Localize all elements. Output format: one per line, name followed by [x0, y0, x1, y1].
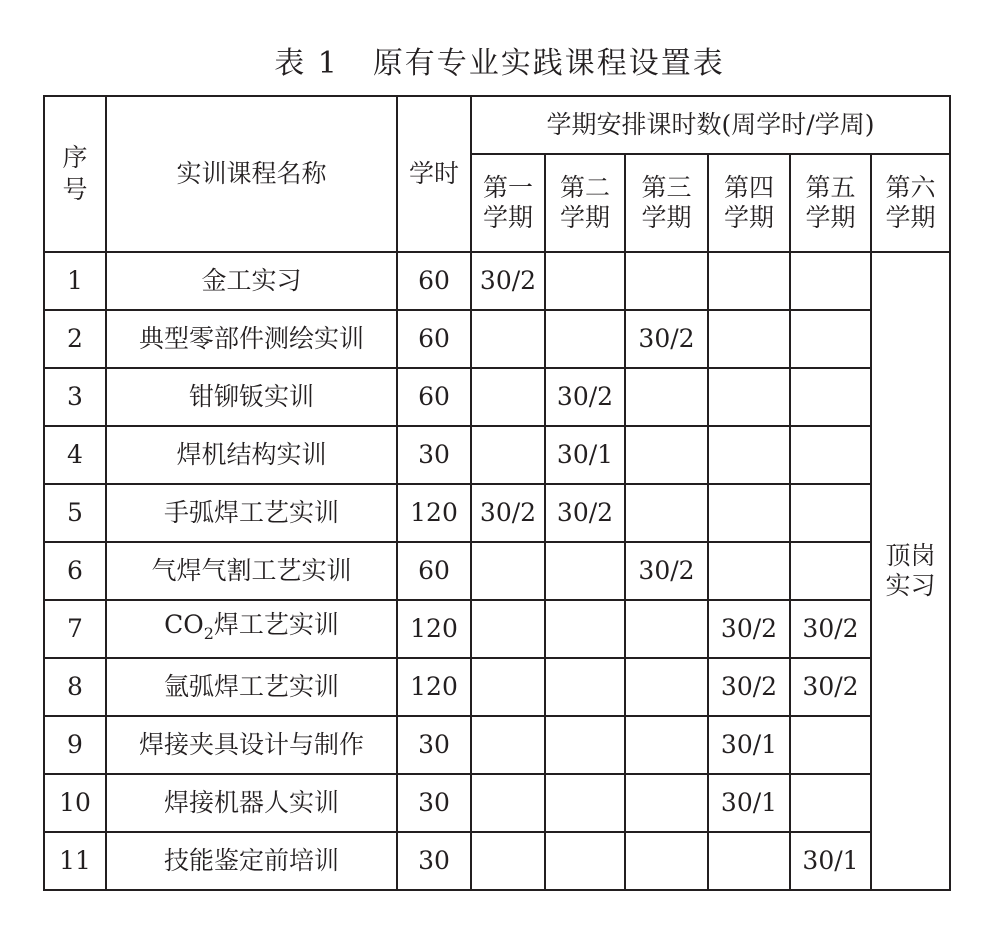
sixth-semester-merged-cell	[871, 252, 950, 890]
row-course-name	[106, 600, 397, 658]
row-semester-4	[708, 542, 790, 600]
row-semester-3	[625, 426, 708, 484]
row-index: 1	[44, 252, 106, 310]
row-semester-4	[708, 368, 790, 426]
table-row	[44, 252, 950, 310]
row-semester-5	[790, 484, 871, 542]
row-semester-1	[471, 426, 545, 484]
row-course-name: 手弧焊工艺实训	[106, 484, 397, 542]
row-semester-2	[545, 774, 625, 832]
row-semester-3	[625, 832, 708, 890]
sixth-semester-line2: 实习	[885, 571, 936, 600]
row-course-name: 焊机结构实训	[106, 426, 397, 484]
table-row	[44, 658, 950, 716]
row-semester-3	[625, 252, 708, 310]
row-semester-2	[545, 716, 625, 774]
header-hours: 学时	[397, 96, 471, 252]
row-semester-4: 30/1	[708, 716, 790, 774]
row-semester-1	[471, 600, 545, 658]
header-semester-2	[545, 154, 625, 252]
row-course-name: 焊接机器人实训	[106, 774, 397, 832]
row-index: 8	[44, 658, 106, 716]
row-course-name: 典型零部件测绘实训	[106, 310, 397, 368]
row-course-name-prefix: CO	[164, 609, 204, 639]
row-index: 2	[44, 310, 106, 368]
row-hours: 60	[397, 542, 471, 600]
row-semester-5: 30/1	[790, 832, 871, 890]
row-semester-5	[790, 542, 871, 600]
row-index: 9	[44, 716, 106, 774]
header-semester-5-line1: 第五	[805, 173, 856, 202]
header-semester-1	[471, 154, 545, 252]
row-semester-1	[471, 310, 545, 368]
header-semester-6-line2: 学期	[885, 203, 936, 232]
row-semester-5: 30/2	[790, 600, 871, 658]
row-semester-2: 30/2	[545, 368, 625, 426]
row-semester-2: 30/2	[545, 484, 625, 542]
table-row	[44, 368, 950, 426]
table-caption	[0, 40, 999, 88]
header-semester-4-line2: 学期	[723, 203, 774, 232]
row-hours: 60	[397, 252, 471, 310]
row-hours: 30	[397, 426, 471, 484]
caption-title: 原有专业实践课程设置表	[372, 46, 725, 81]
row-index: 7	[44, 600, 106, 658]
header-semester-2-line1: 第二	[559, 173, 610, 202]
row-semester-1	[471, 542, 545, 600]
header-semester-4-line1: 第四	[723, 173, 774, 202]
row-semester-2	[545, 600, 625, 658]
row-semester-4	[708, 832, 790, 890]
row-semester-2: 30/1	[545, 426, 625, 484]
row-index: 6	[44, 542, 106, 600]
row-semester-3	[625, 658, 708, 716]
row-semester-5	[790, 368, 871, 426]
header-index-line2: 号	[62, 175, 88, 204]
header-semester-2-line2: 学期	[559, 203, 610, 232]
row-semester-3: 30/2	[625, 310, 708, 368]
row-semester-2	[545, 542, 625, 600]
row-semester-2	[545, 252, 625, 310]
row-index: 4	[44, 426, 106, 484]
row-semester-4	[708, 426, 790, 484]
table-row	[44, 542, 950, 600]
header-semester-4	[708, 154, 790, 252]
row-semester-4: 30/2	[708, 658, 790, 716]
row-semester-5	[790, 310, 871, 368]
row-hours: 120	[397, 484, 471, 542]
row-semester-5	[790, 426, 871, 484]
table-row	[44, 774, 950, 832]
caption-number: 表 1	[274, 46, 339, 81]
header-semester-3-line2: 学期	[641, 203, 692, 232]
row-semester-3	[625, 774, 708, 832]
row-semester-3	[625, 600, 708, 658]
header-semester-1-line1: 第一	[482, 173, 533, 202]
table-row	[44, 832, 950, 890]
row-semester-5	[790, 716, 871, 774]
row-semester-4	[708, 484, 790, 542]
header-semester-3-line1: 第三	[641, 173, 692, 202]
header-semester-1-line2: 学期	[482, 203, 533, 232]
table-row	[44, 600, 950, 658]
row-index: 10	[44, 774, 106, 832]
table-row	[44, 716, 950, 774]
header-semester-6	[871, 154, 950, 252]
row-semester-4: 30/2	[708, 600, 790, 658]
row-course-name: 氩弧焊工艺实训	[106, 658, 397, 716]
row-hours: 120	[397, 600, 471, 658]
row-semester-5: 30/2	[790, 658, 871, 716]
row-semester-1: 30/2	[471, 484, 545, 542]
row-semester-3	[625, 368, 708, 426]
row-semester-2	[545, 310, 625, 368]
row-index: 5	[44, 484, 106, 542]
row-course-name: 气焊气割工艺实训	[106, 542, 397, 600]
row-course-name: 金工实习	[106, 252, 397, 310]
header-semester-5-line2: 学期	[805, 203, 856, 232]
header-schedule-group: 学期安排课时数(周学时/学周)	[471, 96, 950, 154]
header-index	[44, 96, 106, 252]
row-semester-3	[625, 716, 708, 774]
row-index: 11	[44, 832, 106, 890]
row-semester-5	[790, 774, 871, 832]
row-semester-1	[471, 774, 545, 832]
header-index-line1: 序	[62, 143, 88, 172]
row-semester-4: 30/1	[708, 774, 790, 832]
row-semester-1	[471, 368, 545, 426]
row-semester-3	[625, 484, 708, 542]
row-hours: 120	[397, 658, 471, 716]
header-semester-5	[790, 154, 871, 252]
row-semester-1: 30/2	[471, 252, 545, 310]
row-hours: 30	[397, 716, 471, 774]
row-semester-4	[708, 310, 790, 368]
row-hours: 30	[397, 832, 471, 890]
row-hours: 30	[397, 774, 471, 832]
row-course-name: 技能鉴定前培训	[106, 832, 397, 890]
header-semester-6-line1: 第六	[885, 173, 936, 202]
table-row	[44, 310, 950, 368]
row-semester-1	[471, 716, 545, 774]
row-course-name: 焊接夹具设计与制作	[106, 716, 397, 774]
header-semester-3	[625, 154, 708, 252]
header-course-name: 实训课程名称	[106, 96, 397, 252]
row-semester-4	[708, 252, 790, 310]
row-semester-5	[790, 252, 871, 310]
row-course-name-suffix: 焊工艺实训	[213, 609, 339, 639]
table-row	[44, 484, 950, 542]
row-semester-1	[471, 832, 545, 890]
row-semester-1	[471, 658, 545, 716]
sixth-semester-line1: 顶岗	[885, 541, 936, 570]
row-course-name: 钳铆钣实训	[106, 368, 397, 426]
row-semester-3: 30/2	[625, 542, 708, 600]
row-hours: 60	[397, 368, 471, 426]
row-semester-2	[545, 658, 625, 716]
course-table	[43, 95, 951, 891]
row-index: 3	[44, 368, 106, 426]
table-row	[44, 426, 950, 484]
row-course-name-subscript: 2	[203, 623, 214, 643]
header-row-1	[44, 96, 950, 154]
row-semester-2	[545, 832, 625, 890]
row-hours: 60	[397, 310, 471, 368]
